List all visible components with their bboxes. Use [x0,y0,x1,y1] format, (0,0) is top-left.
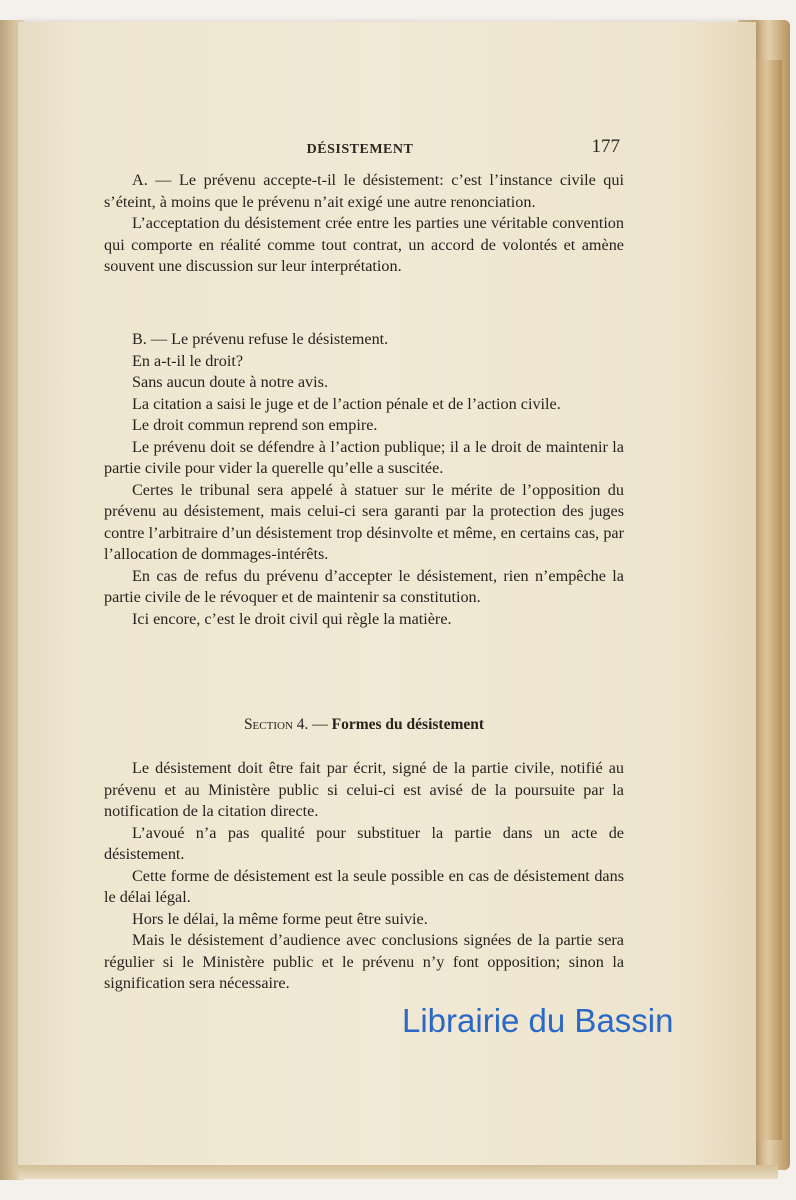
section-title: Formes du désistement [331,716,485,733]
part-a-text [104,170,624,278]
paragraph: Mais le désistement d’audience avec conclusions signées de la partie sera régulier si le Ministère public et le prévenu n’y font opposition; sinon la signification sera nécessaire. [104,931,624,992]
running-title: DÉSISTEMENT [306,142,414,157]
paragraph: Le désistement doit être fait par écrit, signé de la partie civile, notifié au prévenu et au Ministère public si celui-ci est avisé de la poursuite par la notification de la citation directe. [104,759,624,820]
paragraph: Certes le tribunal sera appelé à statuer sur le mérite de l’opposition du prévenu au désistement, mais celui-ci sera garanti par la protection des juges contre l’arbitraire d’un désistement trop désinvolte et même, en certains cas, par l’allocation de dommages-intérêts. [104,480,624,563]
paragraph: Hors le délai, la même forme peut être suivie. [132,909,428,928]
section-label: Section 4. — [243,716,328,733]
section-body-text [104,758,624,995]
part-b-text [104,329,624,630]
paragraph: En a-t-il le droit? [132,351,244,370]
watermark: Librairie du Bassin [402,1002,674,1039]
page-bottom-edge [18,1165,778,1179]
paragraph: A. — Le prévenu accepte-t-il le désistement: c’est l’instance civile qui s’éteint, à moins que le prévenu n’ait exigé une autre renonciation. [104,171,624,211]
paragraph: En cas de refus du prévenu d’accepter le désistement, rien n’empêche la partie civile de le révoquer et de maintenir sa constitution. [104,566,624,606]
paragraph: B. — Le prévenu refuse le désistement. [132,330,389,348]
page-edges-inner [752,60,782,1140]
paragraph: Sans aucun doute à notre avis. [132,373,328,391]
paragraph: Ici encore, c’est le droit civil qui règle la matière. [132,609,452,628]
paragraph: Le prévenu doit se défendre à l’action publique; il a le droit de maintenir la partie civile pour vider la querelle qu’elle a suscitée. [104,437,624,477]
paragraph: L’acceptation du désistement crée entre les parties une véritable convention qui comporte en réalité comme tout contrat, un accord de volontés et amène souvent une discussion sur leur interprétation. [104,214,624,275]
page-number: 177 [591,136,620,157]
paragraph: La citation a saisi le juge et de l’action pénale et de l’action civile. [132,394,561,413]
paragraph: Le droit commun reprend son empire. [132,416,378,434]
paragraph: L’avoué n’a pas qualité pour substituer la partie dans un acte de désistement. [104,823,624,863]
section-heading [104,716,624,734]
page-header [100,136,620,162]
paragraph: Cette forme de désistement est la seule possible en cas de désistement dans le délai légal. [104,866,624,906]
